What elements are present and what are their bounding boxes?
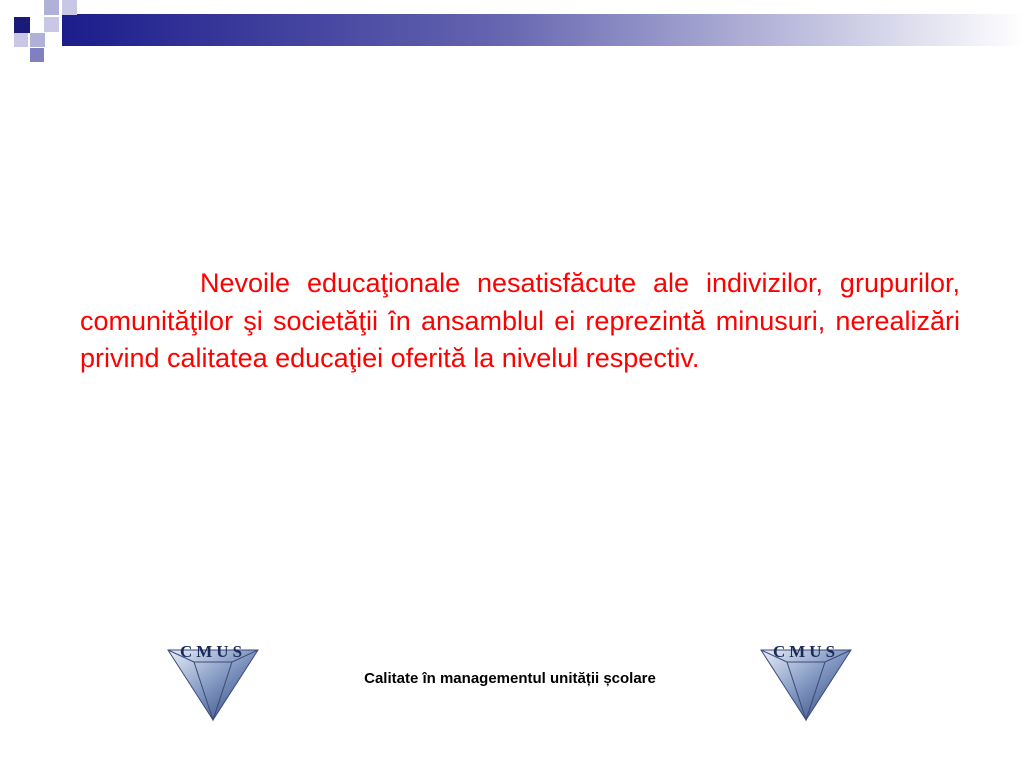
cmus-logo-right bbox=[757, 638, 855, 724]
deco-square bbox=[14, 17, 30, 33]
deco-square bbox=[30, 33, 45, 47]
deco-square bbox=[14, 33, 28, 47]
deco-square bbox=[30, 48, 44, 62]
main-text: Nevoile educaţionale nesatisfăcute ale indivizilor, grupurilor, comunităţilor şi societăţii în ansamblul ei reprezintă minusuri, nerealizări privind calitatea educaţiei oferită la nivelul respectiv. bbox=[80, 268, 960, 373]
deco-square bbox=[44, 0, 59, 15]
logo-text: CMUS bbox=[179, 642, 247, 661]
cmus-logo-left bbox=[164, 638, 262, 724]
header-gradient-bar bbox=[62, 14, 1024, 46]
footer-title: Calitate în managementul unității școlare bbox=[364, 670, 656, 687]
logo-text: CMUS bbox=[772, 642, 840, 661]
corner-decoration bbox=[0, 0, 1024, 70]
deco-square bbox=[62, 0, 77, 15]
deco-square bbox=[44, 17, 59, 32]
